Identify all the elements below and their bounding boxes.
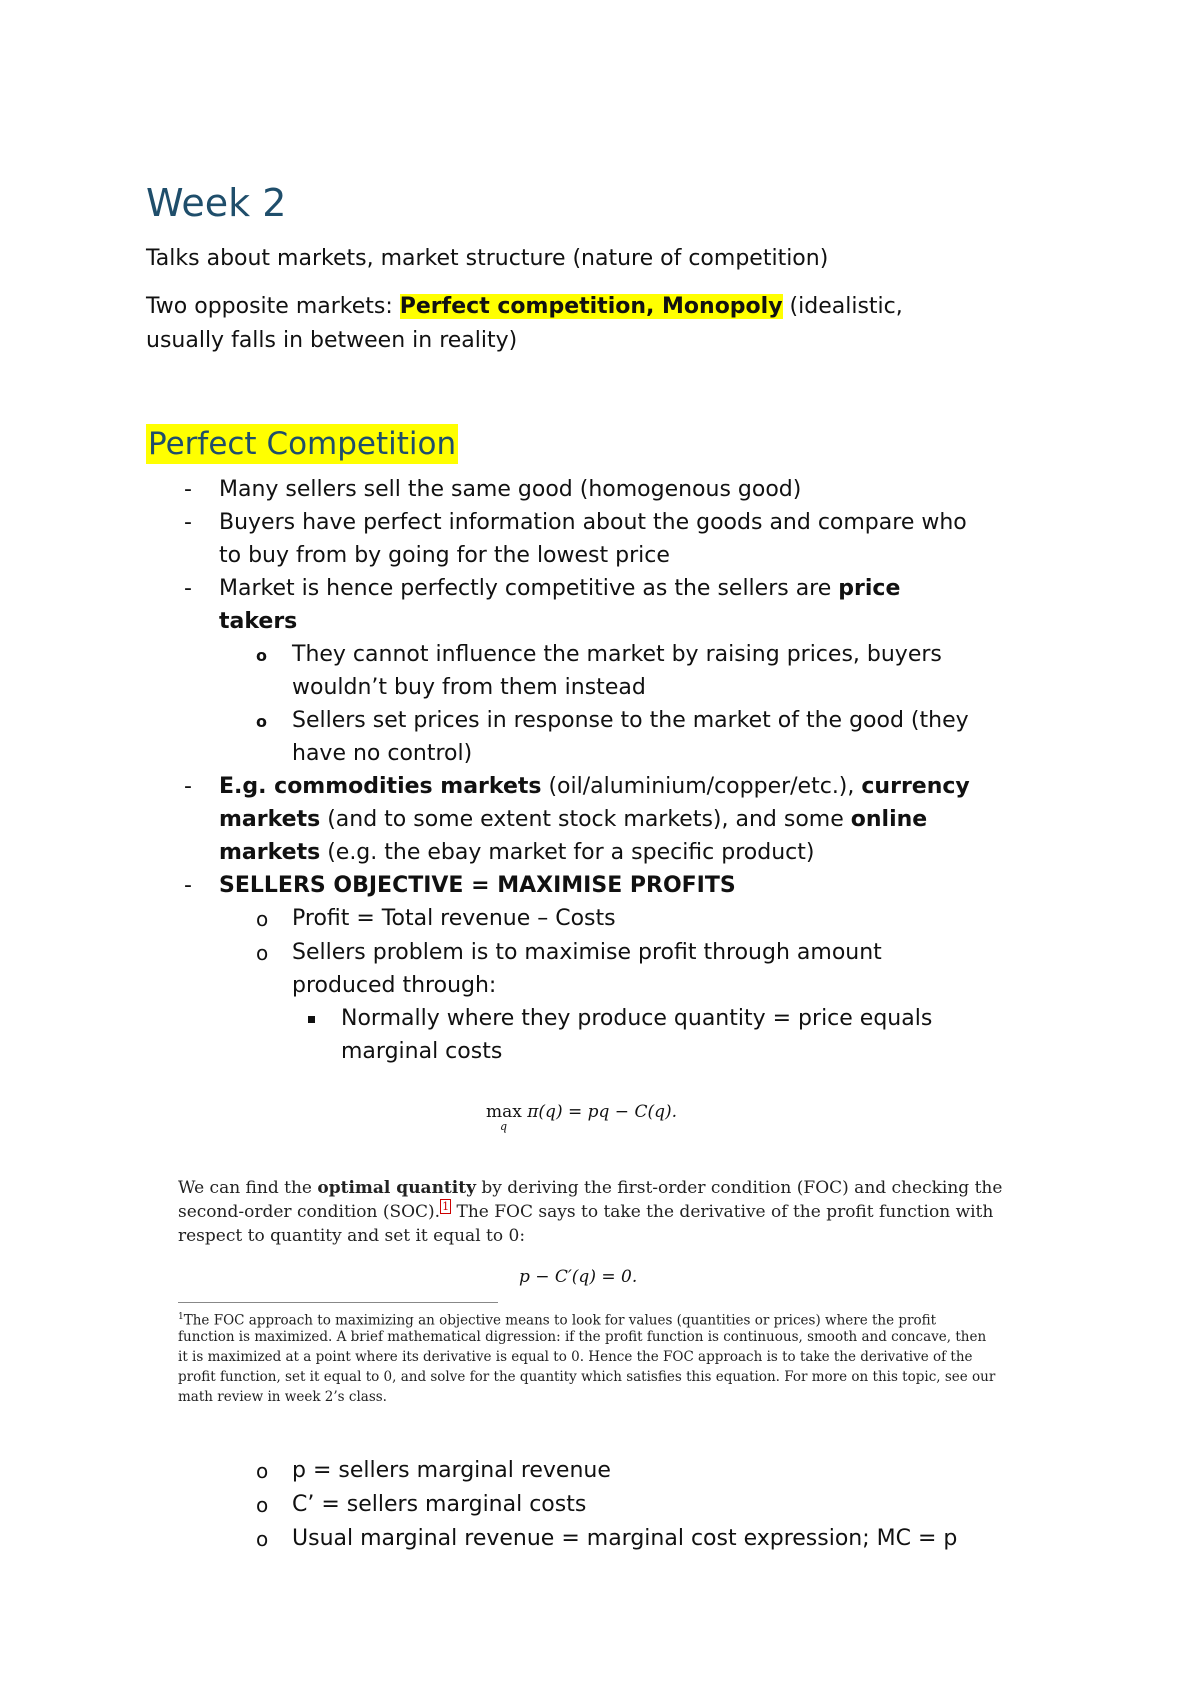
intro-line-2 bbox=[146, 293, 903, 321]
excerpt-line-3: respect to quantity and set it equal to 0: bbox=[178, 1226, 526, 1246]
sub-bullet-4-line-1: Sellers problem is to maximise profit through amount bbox=[292, 940, 882, 965]
dash-bullet-icon: - bbox=[184, 873, 192, 898]
square-bullet-icon bbox=[308, 1016, 315, 1023]
sub-bullet-2-line-2: have no control) bbox=[292, 741, 473, 766]
intro-line-2-prefix: Two opposite markets: bbox=[146, 294, 400, 319]
footnote-line-4: profit function, set it equal to 0, and solve for the quantity which satisfies this equation. For more on this topic, see our bbox=[178, 1369, 996, 1385]
bullet-2-line-1: Buyers have perfect information about the goods and compare who bbox=[219, 510, 967, 535]
intro-line-1: Talks about markets, market structure (nature of competition) bbox=[146, 246, 829, 271]
bullet-4-line-3 bbox=[219, 839, 814, 867]
circle-bullet-icon: o bbox=[256, 712, 267, 731]
intro-highlight: Perfect competition, Monopoly bbox=[399, 294, 783, 319]
circle-bullet-icon: o bbox=[256, 1459, 269, 1483]
dash-bullet-icon: - bbox=[184, 576, 192, 601]
bullet-4-bold-b: currency bbox=[861, 774, 970, 799]
sub-bullet-2-line-1: Sellers set prices in response to the market of the good (they bbox=[292, 708, 969, 733]
bullet-4-bold-c: markets bbox=[219, 807, 321, 832]
third-bullet-1-line-2: marginal costs bbox=[341, 1039, 503, 1064]
excerpt-bold: optimal quantity bbox=[317, 1178, 476, 1198]
bullet-4-text-b: (and to some extent stock markets), and some bbox=[320, 807, 851, 832]
bullet-5-bold: SELLERS OBJECTIVE = MAXIMISE PROFITS bbox=[219, 873, 736, 898]
sub-bullet-1-line-2: wouldn’t buy from them instead bbox=[292, 675, 646, 700]
third-bullet-1-line-1: Normally where they produce quantity = price equals bbox=[341, 1006, 933, 1031]
bullet-4-text-c: (e.g. the ebay market for a specific product) bbox=[320, 840, 815, 865]
equation-1-body: π(q) = pq − C(q). bbox=[527, 1102, 677, 1122]
excerpt-text-c: second-order condition (SOC). bbox=[178, 1202, 441, 1222]
excerpt-text-b: by deriving the first-order condition (FOC) and checking the bbox=[475, 1178, 1003, 1198]
footnote-reference[interactable]: 1 bbox=[442, 1200, 450, 1214]
bullet-3-bold-2: takers bbox=[219, 609, 298, 634]
dash-bullet-icon: - bbox=[184, 477, 192, 502]
page-title: Week 2 bbox=[146, 181, 287, 225]
bullet-4-bold-d: online bbox=[850, 807, 928, 832]
bullet-3-line-1 bbox=[219, 575, 900, 603]
excerpt-line-1 bbox=[178, 1176, 1002, 1200]
footnote-divider bbox=[178, 1302, 498, 1303]
excerpt-text-d: The FOC says to take the derivative of the profit function with bbox=[451, 1202, 994, 1222]
footnote-line-5: math review in week 2’s class. bbox=[178, 1389, 387, 1405]
excerpt-line-2 bbox=[178, 1200, 993, 1224]
footnote-line-2: function is maximized. A brief mathematical digression: if the profit function is continuous, smooth and concave, then bbox=[178, 1329, 987, 1345]
after-bullet-1: p = sellers marginal revenue bbox=[292, 1458, 611, 1483]
bullet-4-bold-a: E.g. commodities markets bbox=[219, 774, 542, 799]
circle-bullet-icon: o bbox=[256, 1493, 269, 1517]
bullet-4-bold-e: markets bbox=[219, 840, 321, 865]
intro-line-3: usually falls in between in reality) bbox=[146, 328, 518, 353]
sub-bullet-1-line-1: They cannot influence the market by raising prices, buyers bbox=[292, 642, 942, 667]
footnote-text-1: The FOC approach to maximizing an objective means to look for values (quantities or prices) where the profit bbox=[183, 1312, 937, 1329]
bullet-3-line-2 bbox=[219, 608, 297, 636]
circle-bullet-icon: o bbox=[256, 1527, 269, 1551]
bullet-1: Many sellers sell the same good (homogenous good) bbox=[219, 477, 802, 502]
equation-1-subscript: q bbox=[500, 1120, 508, 1133]
footnote-number: 1 bbox=[178, 1312, 184, 1322]
equation-1 bbox=[486, 1102, 677, 1122]
equation-1-max: max bbox=[486, 1102, 522, 1122]
footnote-line-3: it is maximized at a point where its derivative is equal to 0. Hence the FOC approach is to take the derivative of the bbox=[178, 1349, 973, 1365]
circle-bullet-icon: o bbox=[256, 907, 269, 931]
dash-bullet-icon: - bbox=[184, 510, 192, 535]
sub-bullet-3: Profit = Total revenue – Costs bbox=[292, 906, 616, 931]
sub-bullet-4-line-2: produced through: bbox=[292, 973, 497, 998]
circle-bullet-icon: o bbox=[256, 646, 267, 665]
after-bullet-3: Usual marginal revenue = marginal cost expression; MC = p bbox=[292, 1526, 958, 1551]
bullet-3-bold: price bbox=[838, 576, 901, 601]
bullet-4-line-1 bbox=[219, 773, 970, 801]
section-heading: Perfect Competition bbox=[148, 426, 457, 462]
bullet-5 bbox=[219, 872, 736, 900]
equation-2: p − C′(q) = 0. bbox=[519, 1267, 638, 1287]
bullet-3-text: Market is hence perfectly competitive as the sellers are bbox=[219, 576, 839, 601]
circle-bullet-icon: o bbox=[256, 941, 269, 965]
dash-bullet-icon: - bbox=[184, 774, 192, 799]
bullet-4-text-a: (oil/aluminium/copper/etc.), bbox=[541, 774, 862, 799]
after-bullet-2: C’ = sellers marginal costs bbox=[292, 1492, 587, 1517]
bullet-2-line-2: to buy from by going for the lowest price bbox=[219, 543, 670, 568]
excerpt-text-a: We can find the bbox=[178, 1178, 318, 1198]
intro-line-2-suffix: (idealistic, bbox=[782, 294, 903, 319]
bullet-4-line-2 bbox=[219, 806, 927, 834]
